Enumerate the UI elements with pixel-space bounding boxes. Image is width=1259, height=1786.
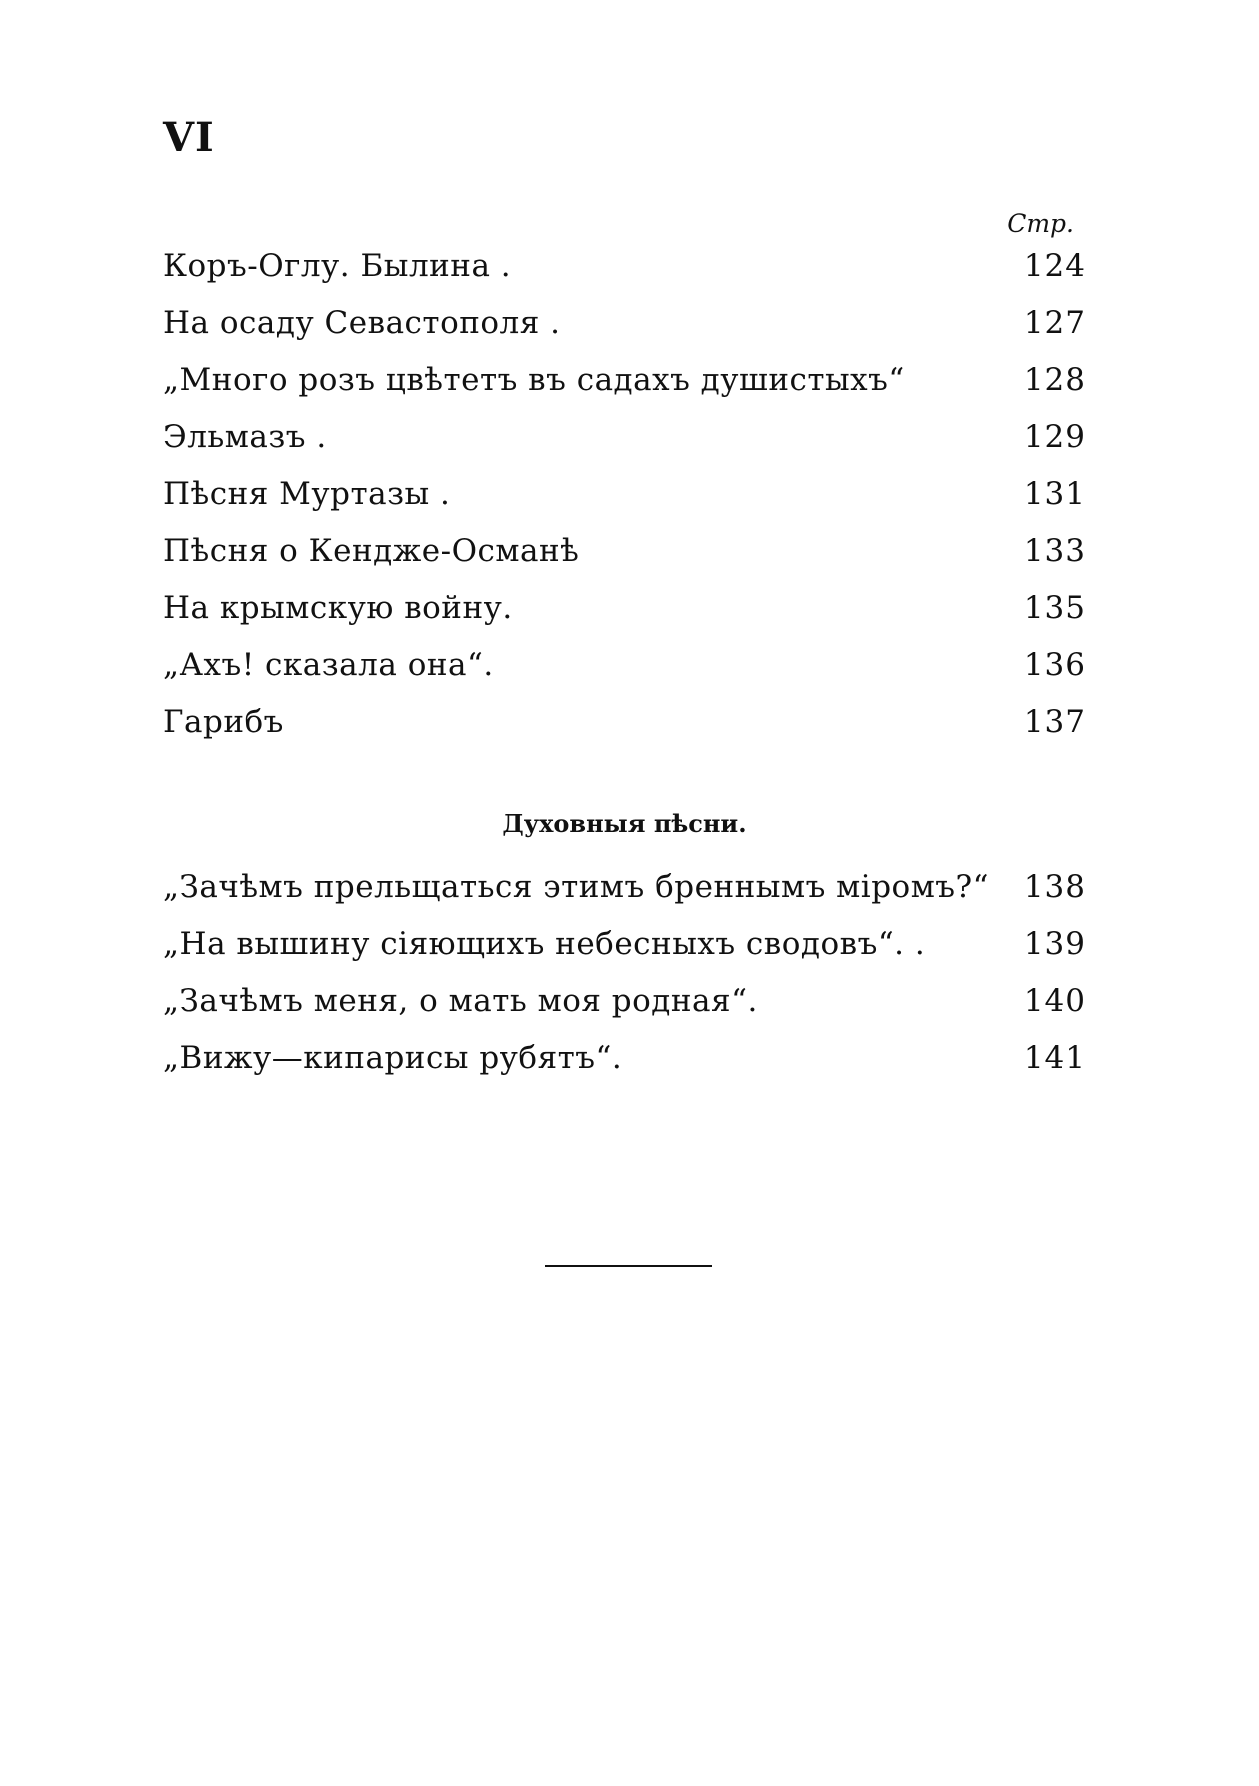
toc-entry-title: „Вижу—кипарисы рубятъ“.	[163, 1040, 623, 1076]
toc-entry	[163, 973, 1086, 1030]
toc-entry	[163, 916, 1086, 973]
toc-entry	[163, 295, 1086, 352]
toc-list-main	[163, 238, 1086, 751]
toc-entry-page: 136	[1023, 647, 1086, 683]
toc-entry-page: 131	[1023, 476, 1086, 512]
toc-entry-page: 140	[1023, 983, 1086, 1019]
toc-entry	[163, 859, 1086, 916]
toc-entry-page: 128	[1023, 362, 1086, 398]
toc-entry-title: Коръ-Оглу. Былина .	[163, 248, 512, 284]
section-heading-spiritual-songs: Духовныя пѣсни.	[502, 809, 747, 838]
toc-entry-title: „Зачѣмъ меня, о мать моя родная“.	[163, 983, 758, 1019]
toc-entry-page: 138	[1023, 869, 1086, 905]
toc-entry-page: 124	[1023, 248, 1086, 284]
toc-entry-title: „Зачѣмъ прельщаться этимъ бреннымъ міромъ?“	[163, 869, 990, 905]
toc-entry	[163, 637, 1086, 694]
toc-entry	[163, 352, 1086, 409]
page-column-header: Стр.	[1007, 209, 1074, 238]
toc-entry	[163, 238, 1086, 295]
toc-entry-title: „Ахъ! сказала она“.	[163, 647, 494, 683]
toc-entry-page: 137	[1023, 704, 1086, 740]
toc-entry-title: На крымскую войну.	[163, 590, 513, 626]
toc-entry	[163, 523, 1086, 580]
toc-entry-page: 133	[1023, 533, 1086, 569]
toc-entry-title: Гарибъ	[163, 704, 284, 740]
toc-entry-page: 139	[1023, 926, 1086, 962]
toc-entry	[163, 1030, 1086, 1087]
toc-entry-title: Эльмазъ .	[163, 419, 327, 455]
toc-entry	[163, 409, 1086, 466]
toc-entry-title: Пѣсня о Кендже-Османѣ	[163, 533, 580, 569]
toc-entry	[163, 466, 1086, 523]
toc-entry	[163, 694, 1086, 751]
toc-entry	[163, 580, 1086, 637]
toc-entry-title: „Много розъ цвѣтетъ въ садахъ душистыхъ“	[163, 362, 905, 398]
toc-entry-page: 127	[1023, 305, 1086, 341]
toc-entry-title: Пѣсня Муртазы .	[163, 476, 451, 512]
toc-entry-title: На осаду Севастополя .	[163, 305, 561, 341]
toc-entry-page: 129	[1023, 419, 1086, 455]
page-number: VI	[163, 114, 215, 161]
toc-entry-page: 135	[1023, 590, 1086, 626]
toc-entry-page: 141	[1023, 1040, 1086, 1076]
end-rule	[545, 1265, 712, 1267]
toc-list-spiritual-songs	[163, 859, 1086, 1087]
toc-entry-title: „На вышину сіяющихъ небесныхъ сводовъ“. .	[163, 926, 926, 962]
